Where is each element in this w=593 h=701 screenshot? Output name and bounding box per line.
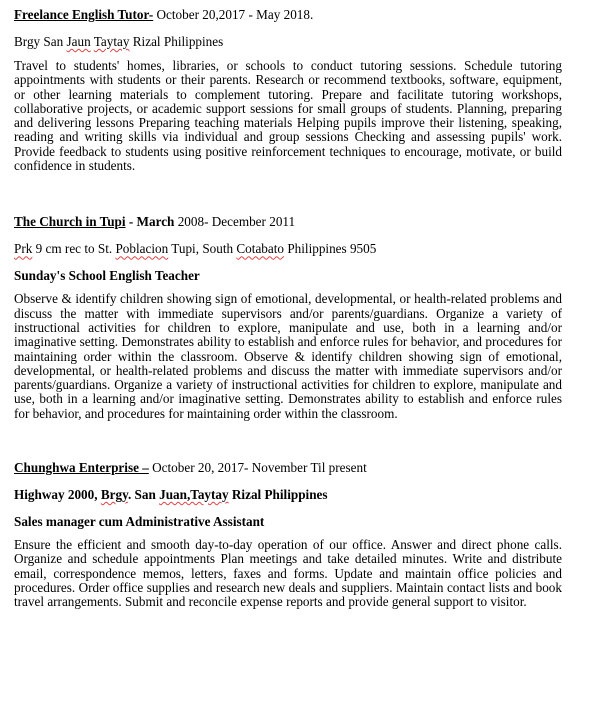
section3-company: Chunghwa Enterprise –	[14, 460, 149, 476]
section2-dates-bold: - March	[125, 214, 175, 230]
section2-address: Prk 9 cm rec to St. Poblacion Tupi, South Cotabato Philippines 9505	[14, 241, 377, 257]
section3-description: Ensure the efficient and smooth day-to-day operation of our office. Answer and direct phone calls. Organize and schedule appointments Plan meetings and take detailed minutes. Write and distribute email, correspondence memos, letters, faxes and forms. Update and maintain office policies and procedures. Order office supplies and research new deals and suppliers. Maintain contact lists and book travel arrangements. Submit and reconcile expense reports and provide general support to visitor.	[14, 537, 562, 610]
section3-heading	[14, 459, 562, 477]
section2-company: The Church in Tupi	[14, 214, 126, 230]
section1-description: Travel to students' homes, libraries, or schools to conduct tutoring sessions. Schedule tutoring appointments with students or their parents. Research or recommend textbooks, software, equipment, or other learning materials to complement tutoring. Prepare and facilitate tutoring workshops, collaborative projects, or academic support sessions for small groups of students. Planning, preparing and delivering lessons Preparing teaching materials Helping pupils improve their listening, speaking, reading and writing skills via individual and group sessions Checking and assessing pupils' work. Provide feedback to students using positive reinforcement techniques to encourage, motivate, or build confidence in students.	[14, 58, 562, 174]
section2-description: Observe & identify children showing sign of emotional, developmental, or health-related problems and discuss the matter with immediate supervisors and/or parents/guardians. Organize a variety of instructional activities for children to explore, manipulate and use, both in a learning and/or imaginative setting. Demonstrates ability to establish and enforce rules for behavior, and procedures for maintaining order within the classroom. Observe & identify children showing sign of emotional, developmental, or health-related problems and discuss the matter with immediate supervisors and/or parents/guardians. Organize a variety of instructional activities for children to explore, manipulate and use, both in a learning and/or imaginative setting. Demonstrates ability to establish and enforce rules for behavior, and procedures for maintaining order within the classroom.	[14, 291, 562, 421]
section1-address: Brgy San Jaun Taytay Rizal Philippines	[14, 34, 224, 49]
section2-role: Sunday's School English Teacher	[14, 268, 200, 284]
section3-role: Sales manager cum Administrative Assistant	[14, 514, 265, 530]
section2-dates: 2008- December 2011	[174, 214, 296, 230]
resume-document	[14, 6, 562, 610]
section1-dates: October 20,2017 - May 2018.	[153, 7, 314, 22]
section3-dates: October 20, 2017- November Til present	[148, 460, 367, 476]
section3-address: Highway 2000, Brgy. San Juan,Taytay Rizal Philippines	[14, 487, 328, 503]
section1-heading	[14, 6, 562, 24]
section1-company: Freelance English Tutor-	[14, 7, 154, 22]
section2-heading	[14, 213, 562, 231]
